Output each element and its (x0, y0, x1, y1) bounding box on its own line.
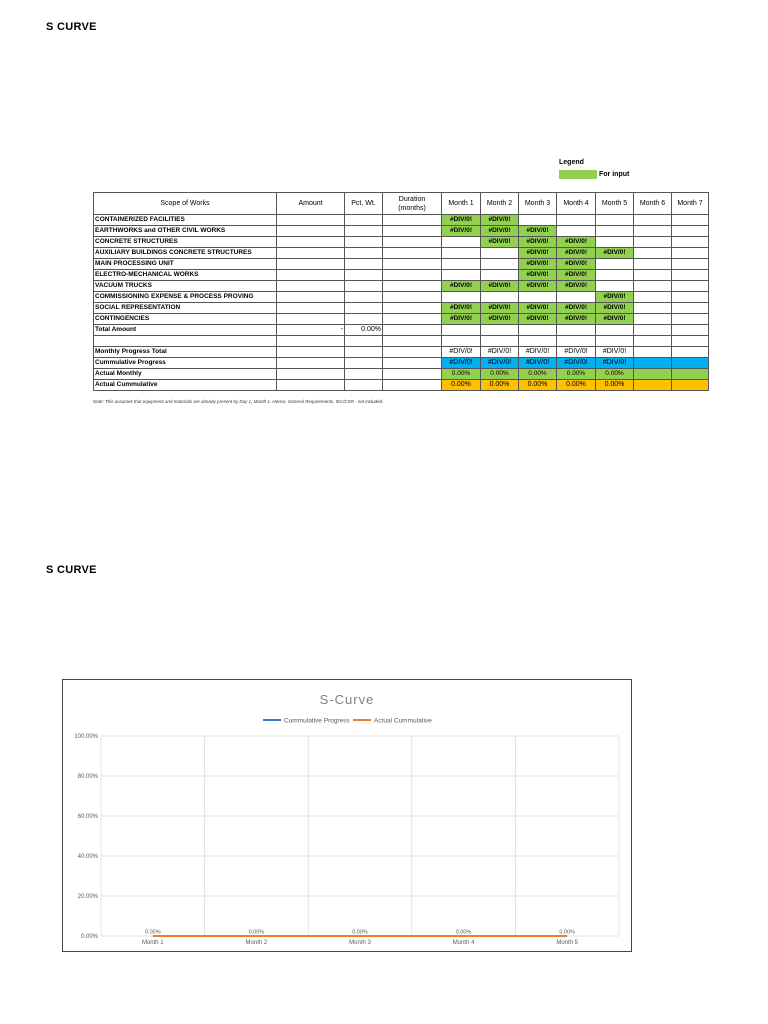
summary-cell: 0.00% (481, 380, 519, 391)
month-cell (596, 270, 634, 281)
empty-cell (557, 336, 596, 347)
legend-title: Legend (559, 159, 584, 166)
month-cell (672, 259, 709, 270)
empty-cell (383, 237, 442, 248)
s-curve-chart (62, 679, 632, 952)
month-cell (481, 248, 519, 259)
empty-cell (277, 226, 345, 237)
empty-cell (345, 369, 383, 380)
month-cell (596, 215, 634, 226)
month-cell[interactable]: #DIV/0! (519, 314, 557, 325)
header-pct: Pct. Wt. (345, 193, 383, 215)
summary-cell: #DIV/0! (442, 358, 481, 369)
month-cell (672, 303, 709, 314)
empty-cell (345, 237, 383, 248)
summary-cell: 0.00% (442, 380, 481, 391)
empty-cell (634, 336, 672, 347)
month-cell (672, 248, 709, 259)
summary-row (94, 380, 709, 391)
scope-name: EARTHWORKS and OTHER CIVIL WORKS (94, 226, 277, 237)
month-cell[interactable]: #DIV/0! (519, 270, 557, 281)
summary-cell (672, 369, 709, 380)
month-cell[interactable]: #DIV/0! (481, 314, 519, 325)
month-cell (634, 270, 672, 281)
x-tick-label: Month 1 (141, 940, 164, 946)
month-cell (442, 248, 481, 259)
empty-cell (672, 325, 709, 336)
x-tick-label: Month 4 (452, 940, 475, 946)
empty-cell (383, 347, 442, 358)
summary-cell: #DIV/0! (442, 347, 481, 358)
month-cell[interactable]: #DIV/0! (519, 303, 557, 314)
header-duration-line1: Duration (398, 195, 426, 203)
empty-cell (383, 314, 442, 325)
month-cell (519, 292, 557, 303)
summary-cell: #DIV/0! (557, 358, 596, 369)
summary-cell (672, 380, 709, 391)
month-cell (634, 248, 672, 259)
y-tick-label: 100.00% (74, 734, 98, 740)
empty-cell (383, 226, 442, 237)
month-cell[interactable]: #DIV/0! (481, 281, 519, 292)
month-cell[interactable]: #DIV/0! (442, 303, 481, 314)
summary-row (94, 358, 709, 369)
header-month-5: Month 5 (596, 193, 634, 215)
page-title-bottom: S CURVE (46, 564, 97, 576)
header-duration-line2: (months) (398, 204, 426, 212)
empty-cell (277, 237, 345, 248)
empty-cell (557, 325, 596, 336)
month-cell (634, 226, 672, 237)
summary-cell: #DIV/0! (557, 347, 596, 358)
empty-cell (345, 270, 383, 281)
month-cell[interactable]: #DIV/0! (557, 248, 596, 259)
scope-name: ELECTRO-MECHANICAL WORKS (94, 270, 277, 281)
data-label: 0.00% (455, 929, 472, 936)
table-row (94, 314, 709, 325)
month-cell (442, 237, 481, 248)
empty-cell (442, 336, 481, 347)
empty-cell (277, 303, 345, 314)
data-label: 0.00% (248, 929, 265, 936)
summary-cell: 0.00% (596, 369, 634, 380)
legend-input-swatch (559, 170, 597, 179)
empty-cell (345, 292, 383, 303)
empty-cell (345, 303, 383, 314)
empty-cell (277, 215, 345, 226)
month-cell[interactable]: #DIV/0! (557, 303, 596, 314)
month-cell (672, 237, 709, 248)
month-cell[interactable]: #DIV/0! (519, 226, 557, 237)
month-cell (672, 292, 709, 303)
month-cell (672, 281, 709, 292)
summary-row (94, 369, 709, 380)
y-tick-label: 0.00% (80, 934, 98, 940)
total-amount: - (277, 325, 345, 336)
empty-cell (345, 347, 383, 358)
month-cell (481, 270, 519, 281)
month-cell[interactable]: #DIV/0! (557, 270, 596, 281)
summary-cell (634, 347, 672, 358)
month-cell[interactable]: #DIV/0! (442, 215, 481, 226)
chart-title: S-Curve (319, 692, 375, 707)
empty-cell (383, 303, 442, 314)
empty-cell (481, 325, 519, 336)
empty-cell (383, 259, 442, 270)
month-cell[interactable]: #DIV/0! (557, 281, 596, 292)
scope-name: CONCRETE STRUCTURES (94, 237, 277, 248)
empty-cell (345, 314, 383, 325)
summary-cell: #DIV/0! (519, 347, 557, 358)
month-cell[interactable]: #DIV/0! (519, 237, 557, 248)
month-cell (596, 259, 634, 270)
legend-input-label: For input (599, 171, 630, 178)
summary-cell: 0.00% (557, 369, 596, 380)
month-cell[interactable]: #DIV/0! (519, 281, 557, 292)
empty-cell (277, 281, 345, 292)
summary-label: Actual Cummulative (94, 380, 277, 391)
y-tick-label: 60.00% (77, 814, 98, 820)
table-row (94, 248, 709, 259)
total-pct: 0.00% (345, 325, 383, 336)
legend-label-1: Actual Cummulative (374, 717, 432, 725)
empty-cell (345, 358, 383, 369)
summary-cell: #DIV/0! (481, 358, 519, 369)
scope-name: AUXILIARY BUILDINGS CONCRETE STRUCTURES (94, 248, 277, 259)
summary-row (94, 347, 709, 358)
empty-cell (345, 226, 383, 237)
table-row (94, 281, 709, 292)
summary-cell: 0.00% (557, 380, 596, 391)
scope-name: COMMISSIONING EXPENSE & PROCESS PROVING (94, 292, 277, 303)
empty-cell (277, 248, 345, 259)
month-cell (557, 226, 596, 237)
month-cell (634, 215, 672, 226)
summary-cell: #DIV/0! (519, 358, 557, 369)
table-row (94, 270, 709, 281)
table-row (94, 237, 709, 248)
header-month-6: Month 6 (634, 193, 672, 215)
table-row (94, 303, 709, 314)
empty-cell (596, 325, 634, 336)
empty-cell (383, 325, 442, 336)
month-cell (442, 259, 481, 270)
table-row (94, 226, 709, 237)
data-label: 0.00% (559, 929, 576, 936)
month-cell (519, 215, 557, 226)
summary-cell (634, 358, 672, 369)
summary-cell: 0.00% (481, 369, 519, 380)
month-cell (596, 237, 634, 248)
header-scope: Scope of Works (94, 193, 277, 215)
summary-cell: #DIV/0! (596, 347, 634, 358)
header-month-2: Month 2 (481, 193, 519, 215)
empty-cell (277, 380, 345, 391)
empty-cell (277, 314, 345, 325)
month-cell[interactable]: #DIV/0! (442, 281, 481, 292)
month-cell[interactable]: #DIV/0! (557, 259, 596, 270)
month-cell (442, 292, 481, 303)
table-row (94, 292, 709, 303)
table-note: Note: This assumes that equipment and materials are already present by Day 1, Month 1. Hence, General Requirements, IEC/CSR - not included. (93, 399, 384, 404)
month-cell[interactable]: #DIV/0! (557, 314, 596, 325)
empty-cell (383, 358, 442, 369)
summary-cell: #DIV/0! (481, 347, 519, 358)
empty-cell (383, 281, 442, 292)
empty-cell (634, 325, 672, 336)
legend-label-0: Cummulative Progress (284, 717, 350, 725)
summary-label: Actual Monthly (94, 369, 277, 380)
month-cell (634, 303, 672, 314)
total-label: Total Amount (94, 325, 277, 336)
summary-cell (672, 358, 709, 369)
empty-cell (345, 259, 383, 270)
empty-cell (345, 215, 383, 226)
month-cell[interactable]: #DIV/0! (481, 303, 519, 314)
data-label: 0.00% (352, 929, 368, 936)
empty-cell (519, 336, 557, 347)
month-cell[interactable]: #DIV/0! (557, 237, 596, 248)
scope-name: MAIN PROCESSING UNIT (94, 259, 277, 270)
month-cell (634, 292, 672, 303)
empty-cell (345, 380, 383, 391)
empty-cell (94, 336, 277, 347)
summary-label: Monthly Progress Total (94, 347, 277, 358)
empty-cell (383, 369, 442, 380)
header-month-7: Month 7 (672, 193, 709, 215)
month-cell[interactable]: #DIV/0! (442, 226, 481, 237)
empty-cell (672, 336, 709, 347)
header-month-4: Month 4 (557, 193, 596, 215)
summary-cell: #DIV/0! (596, 358, 634, 369)
x-tick-label: Month 5 (556, 940, 579, 946)
page-title-top: S CURVE (46, 21, 97, 33)
scope-name: CONTINGENCIES (94, 314, 277, 325)
table-header-row (94, 193, 709, 215)
table-row (94, 215, 709, 226)
month-cell (557, 215, 596, 226)
summary-cell (634, 369, 672, 380)
header-duration (383, 193, 442, 215)
header-month-1: Month 1 (442, 193, 481, 215)
month-cell[interactable]: #DIV/0! (519, 248, 557, 259)
month-cell[interactable]: #DIV/0! (481, 226, 519, 237)
empty-cell (383, 215, 442, 226)
empty-cell (481, 336, 519, 347)
month-cell (481, 259, 519, 270)
s-curve-chart-svg (63, 680, 631, 951)
month-cell (634, 281, 672, 292)
month-cell[interactable]: #DIV/0! (596, 248, 634, 259)
scope-name: SOCIAL REPRESENTATION (94, 303, 277, 314)
empty-cell (383, 292, 442, 303)
scope-name: VACUUM TRUCKS (94, 281, 277, 292)
empty-cell (383, 336, 442, 347)
month-cell (557, 292, 596, 303)
summary-label: Cummulative Progress (94, 358, 277, 369)
empty-cell (277, 259, 345, 270)
month-cell[interactable]: #DIV/0! (596, 303, 634, 314)
empty-cell (277, 336, 345, 347)
empty-cell (345, 248, 383, 259)
y-tick-label: 80.00% (77, 774, 98, 780)
month-cell (634, 259, 672, 270)
empty-cell (277, 369, 345, 380)
empty-cell (383, 380, 442, 391)
summary-cell (634, 380, 672, 391)
scope-of-works-table (93, 192, 709, 391)
month-cell[interactable]: #DIV/0! (519, 259, 557, 270)
y-tick-label: 40.00% (77, 854, 98, 860)
month-cell[interactable]: #DIV/0! (442, 314, 481, 325)
spacer-row (94, 336, 709, 347)
empty-cell (383, 248, 442, 259)
empty-cell (277, 292, 345, 303)
month-cell (596, 281, 634, 292)
data-label: 0.00% (144, 929, 161, 936)
month-cell (672, 215, 709, 226)
month-cell (442, 270, 481, 281)
summary-cell: 0.00% (442, 369, 481, 380)
month-cell (672, 226, 709, 237)
month-cell[interactable]: #DIV/0! (596, 292, 634, 303)
summary-cell: 0.00% (519, 369, 557, 380)
empty-cell (345, 281, 383, 292)
summary-cell (672, 347, 709, 358)
y-tick-label: 20.00% (77, 894, 98, 900)
empty-cell (277, 270, 345, 281)
table-row (94, 259, 709, 270)
empty-cell (442, 325, 481, 336)
empty-cell (277, 358, 345, 369)
month-cell[interactable]: #DIV/0! (481, 237, 519, 248)
empty-cell (519, 325, 557, 336)
empty-cell (596, 336, 634, 347)
month-cell (481, 292, 519, 303)
header-amount: Amount (277, 193, 345, 215)
x-tick-label: Month 2 (245, 940, 268, 946)
month-cell (634, 314, 672, 325)
month-cell (634, 237, 672, 248)
empty-cell (345, 336, 383, 347)
month-cell[interactable]: #DIV/0! (481, 215, 519, 226)
scope-name: CONTAINERIZED FACILITIES (94, 215, 277, 226)
empty-cell (383, 270, 442, 281)
month-cell[interactable]: #DIV/0! (596, 314, 634, 325)
empty-cell (277, 347, 345, 358)
summary-cell: 0.00% (519, 380, 557, 391)
month-cell (596, 226, 634, 237)
total-row (94, 325, 709, 336)
x-tick-label: Month 3 (349, 940, 371, 946)
month-cell (672, 314, 709, 325)
month-cell (672, 270, 709, 281)
summary-cell: 0.00% (596, 380, 634, 391)
header-month-3: Month 3 (519, 193, 557, 215)
